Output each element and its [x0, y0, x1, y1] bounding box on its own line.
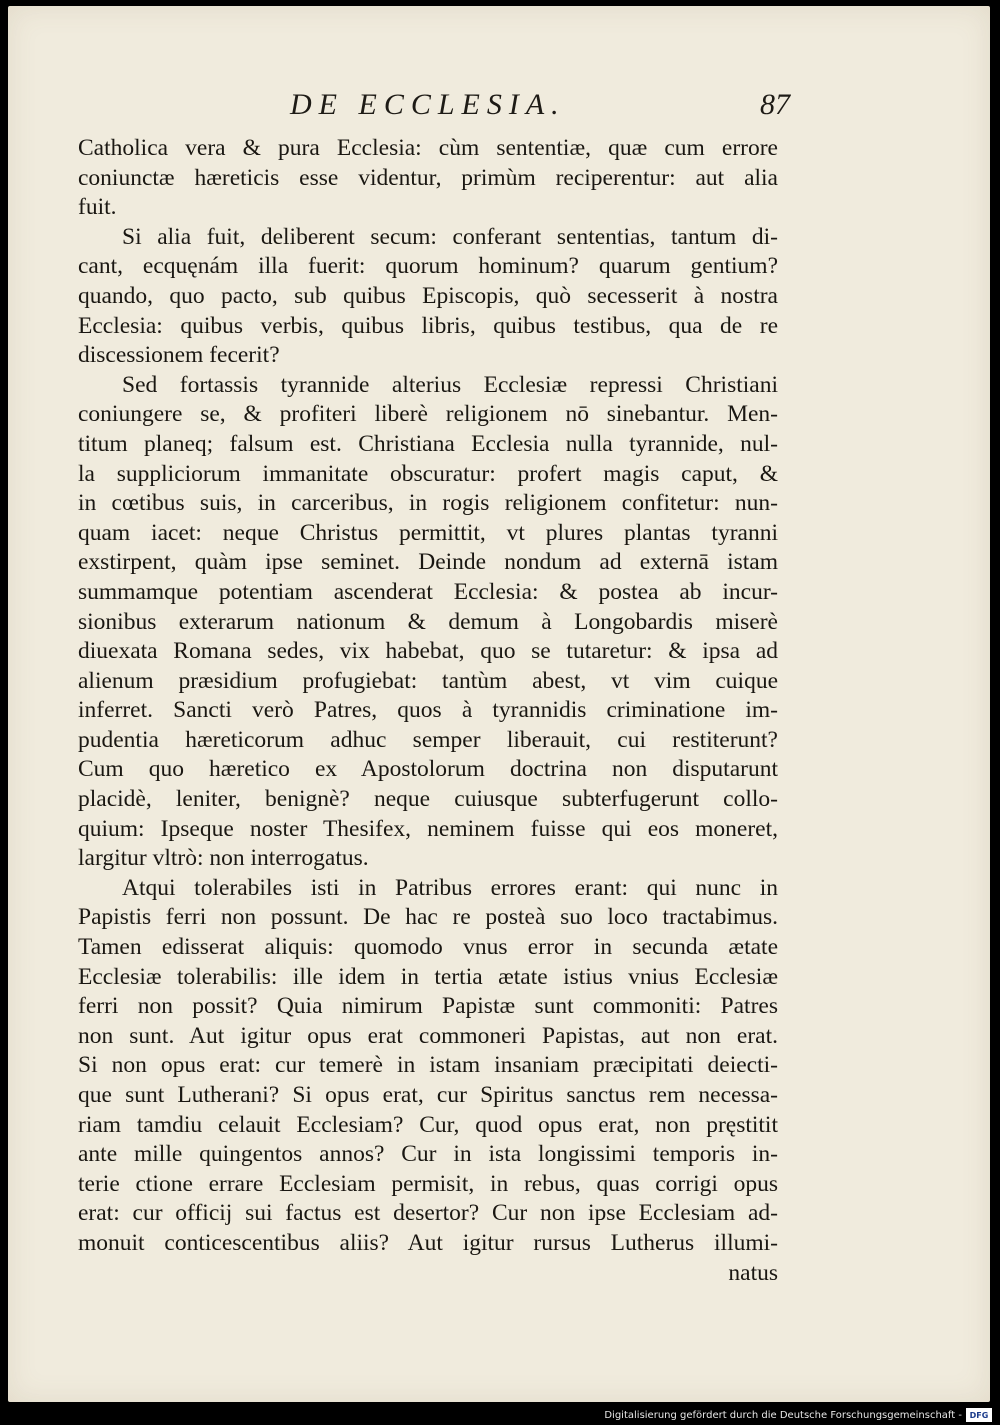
- text-line: pudentia hæreticorum adhuc semper liberauit, cui restiterunt?: [78, 726, 778, 753]
- text-line: ferri non possit? Quia nimirum Papistæ sunt commoniti: Patres: [78, 993, 778, 1020]
- text-line: erat: cur officij sui factus est desertor? Cur non ipse Ecclesiam ad-: [78, 1200, 778, 1227]
- text-line: summamque potentiam ascenderat Ecclesia: & postea ab incur-: [78, 578, 778, 605]
- text-line: Cum quo hæretico ex Apostolorum doctrina non disputarunt: [78, 756, 778, 783]
- text-line: Ecclesia: quibus verbis, quibus libris, quibus testibus, qua de re: [78, 312, 778, 339]
- text-line: in cœtibus suis, in carceribus, in rogis religionem confitetur: nun-: [78, 490, 778, 517]
- text-line: monuit conticescentibus aliis? Aut igitur rursus Lutherus illumi-: [78, 1229, 778, 1256]
- text-line: terie ctione errare Ecclesiam permisit, in rebus, quas corrigi opus: [78, 1170, 778, 1197]
- text-line: titum planeq; falsum est. Christiana Ecclesia nulla tyrannide, nul-: [78, 430, 778, 457]
- text-line: quando, quo pacto, sub quibus Episcopis, quò secesserit à nostra: [78, 282, 778, 309]
- text-line: diuexata Romana sedes, vix habebat, quo se tutaretur: & ipsa ad: [78, 638, 778, 665]
- funding-credit: Digitalisierung gefördert durch die Deutsche Forschungsgemeinschaft -: [604, 1409, 962, 1421]
- text-line: la suppliciorum immanitate obscuratur: profert magis caput, &: [78, 460, 778, 487]
- body-text: [78, 134, 778, 1288]
- text-line: Catholica vera & pura Ecclesia: cùm sententiæ, quæ cum errore: [78, 135, 778, 161]
- page-number: 87: [760, 88, 790, 121]
- text-line: Ecclesiæ tolerabilis: ille idem in tertia ætate istius vnius Ecclesiæ: [78, 963, 778, 990]
- text-line: Atqui tolerabiles isti in Patribus errores erant: qui nunc in: [122, 874, 778, 901]
- book-page: [8, 6, 990, 1402]
- text-line: coniunctæ hæreticis esse videntur, primùm reciperentur: aut alia: [78, 164, 778, 191]
- text-line: Sed fortassis tyrannide alterius Ecclesiæ repressi Christiani: [122, 371, 778, 398]
- running-head: DE ECCLESIA.: [290, 88, 566, 121]
- text-line: discessionem fecerit?: [78, 342, 280, 369]
- text-line: Si alia fuit, deliberent secum: conferant sententias, tantum di-: [122, 223, 778, 250]
- text-line: cant, ecquęnám illa fuerit: quorum hominum? quarum gentium?: [78, 253, 778, 280]
- text-line: alienum præsidium profugiebat: tantùm abest, vt vim cuique: [78, 667, 778, 694]
- text-line: placidè, leniter, benignè? neque cuiusque subterfugerunt collo-: [78, 786, 778, 813]
- text-line: exstirpent, quàm ipse seminet. Deinde nondum ad externā istam: [78, 549, 778, 576]
- text-line: Tamen edisserat aliquis: quomodo vnus error in secunda ætate: [78, 934, 778, 961]
- text-line: Papistis ferri non possunt. De hac re posteà suo loco tractabimus.: [78, 904, 778, 931]
- text-line: largitur vltrò: non interrogatus.: [78, 845, 369, 872]
- text-line: fuit.: [78, 194, 117, 221]
- text-line: quam iacet: neque Christus permittit, vt plures plantas tyranni: [78, 519, 778, 546]
- text-line: riam tamdiu celauit Ecclesiam? Cur, quod opus erat, non pręstitit: [78, 1111, 778, 1138]
- text-line: coniungere se, & profiteri liberè religionem nō sinebantur. Men-: [78, 401, 778, 428]
- text-line: quium: Ipseque noster Thesifex, neminem fuisse qui eos moneret,: [78, 815, 778, 842]
- text-line: sionibus exterarum nationum & demum à Longobardis miserè: [78, 608, 778, 635]
- digitization-footer: [600, 1407, 992, 1423]
- text-line: inferret. Sancti verò Patres, quos à tyrannidis criminatione im-: [78, 697, 778, 724]
- page-header: [8, 88, 990, 128]
- text-line: Si non opus erat: cur temerè in istam insaniam præcipitati deiecti-: [78, 1052, 778, 1079]
- dfg-logo-icon: DFG: [966, 1408, 992, 1422]
- text-line: non sunt. Aut igitur opus erat commoneri Papistas, aut non erat.: [78, 1022, 778, 1049]
- text-line: ante mille quingentos annos? Cur in ista longissimi temporis in-: [78, 1141, 778, 1168]
- text-line: que sunt Lutherani? Si opus erat, cur Spiritus sanctus rem necessa-: [78, 1082, 778, 1108]
- catchword: natus: [728, 1259, 778, 1286]
